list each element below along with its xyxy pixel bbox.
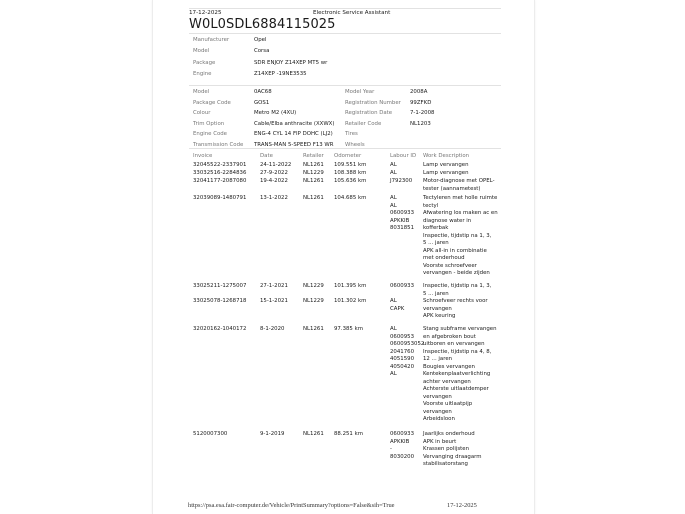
invoice-cell: 33025078-1268718 [193,298,247,304]
field-label: Model [193,89,210,95]
divider [189,33,501,34]
field-label: Model Year [345,89,375,95]
invoice-cell: 33025211-1275007 [193,283,247,289]
odometer-cell: 109.551 km [334,162,367,168]
work-line: Vervanging draagarm [423,453,482,460]
work-line: tester (aannametest) [423,185,481,192]
field-value: Opel [254,37,267,43]
labour-id: AL [390,202,397,209]
work-line: Kentekenplaatverlichting [423,371,491,377]
work-line: Lamp vervangen [423,170,469,176]
work-line: Achterste uitlaatdemper [423,386,489,392]
column-header: Work Description [423,153,470,159]
field-label: Registration Date [345,110,393,116]
field-label: Registration Number [345,99,401,106]
work-line: Inspectie, tijdstip na 1, 3, [423,232,492,239]
divider [189,148,501,149]
field-value: GOS1 [254,99,270,106]
work-line: Motor-diagnose met OPEL- [423,178,495,184]
vin-title: W0L0SDL6884115025 [189,17,336,32]
work-line: APK all-in in combinatie [423,247,487,254]
labour-id: AL [390,371,397,377]
labour-id-cell [390,170,397,178]
labour-id: AL [390,298,397,304]
labour-id-cell [390,326,424,379]
work-line: achter vervangen [423,378,471,385]
work-description-cell [423,170,468,178]
work-line: APK in beurt [423,438,457,445]
labour-id: CAPK [390,305,405,312]
field-label: Colour [193,110,211,116]
column-header: Date [260,153,273,159]
work-line: Lamp vervangen [423,162,469,168]
date-cell: 27-9-2022 [260,170,288,176]
field-value: Metro M2 (4XU) [254,110,297,116]
work-line: met onderhoud [423,255,465,261]
labour-id: 0600933 [390,431,415,437]
work-line: Voorste schroefveer [423,262,477,269]
labour-id-cell [390,298,404,313]
column-header: Invoice [193,153,213,159]
field-value: Corsa [254,48,270,55]
work-line: Inspectie, tijdstip na 1, 3, [423,283,492,289]
work-line: vervangen [423,393,452,400]
footer-date: 17-12-2025 [447,502,477,509]
retailer-cell: NL1261 [303,431,324,437]
work-line: Jaarlijks onderhoud [423,431,475,437]
invoice-cell: 32039089-1480791 [193,195,247,201]
work-description-cell [423,298,488,321]
field-label: Tires [345,131,358,137]
invoice-cell: 5120007300 [193,431,228,437]
field-label: Retailer Code [345,120,382,127]
labour-id: 0600953 [390,333,415,340]
odometer-cell: 108.388 km [334,170,367,176]
divider [189,85,501,86]
retailer-cell: NL1261 [303,195,324,201]
work-line: Inspectie, tijdstip na 4, 8, [423,348,492,355]
labour-id: 4051590 [390,356,415,362]
labour-id: J792300 [390,178,413,184]
field-label: Package [193,59,216,66]
field-value: ENG-4 CYL 14 FIP DOHC (LJ2) [254,131,333,137]
work-line: en afgebroken bout [423,333,476,340]
field-label: Model [193,48,210,55]
column-header: Labour ID [390,153,417,159]
odometer-cell: 101.302 km [334,298,367,304]
labour-id: AL [390,195,397,201]
retailer-cell: NL1229 [303,298,324,304]
labour-id: AL [390,326,397,332]
work-line: Tectyleren met holle ruimte [423,195,498,201]
field-value: 99ZFKD [410,99,432,106]
field-label: Engine [193,70,212,77]
work-line: Bougies vervangen [423,363,475,370]
work-line: Stang subframe vervangen [423,326,497,332]
field-label: Wheels [345,141,365,148]
retailer-cell: NL1229 [303,170,324,176]
print-page [152,0,535,514]
work-line: Afwatering los maken ac en [423,210,498,216]
labour-id: 0600933 [390,210,415,216]
work-line: APK keuring [423,313,456,319]
work-line: stabilisatorstang [423,461,468,467]
labour-id-cell [390,162,397,170]
app-title: Electronic Service Assistant [313,10,391,16]
odometer-cell: 97.385 km [334,326,363,332]
work-line: 12 ... jaren [423,356,453,362]
work-description-cell [423,283,491,298]
labour-id: - [390,446,392,452]
labour-id: APKKIB [390,217,410,224]
odometer-cell: 101.395 km [334,283,367,289]
labour-id-cell [390,195,414,233]
labour-id: 0600953052 [390,341,425,347]
work-line: 5 ... jaren [423,290,449,297]
labour-id: 8030200 [390,453,415,460]
date-cell: 24-11-2022 [260,162,292,168]
field-label: Trim Option [193,120,225,127]
labour-id: 8031851 [390,225,415,231]
work-line: Schroefveer rechts voor [423,298,488,304]
column-header: Retailer [303,153,324,159]
work-line: vervangen [423,408,452,415]
odometer-cell: 105.636 km [334,178,367,184]
retailer-cell: NL1261 [303,326,324,332]
date-cell: 13-1-2022 [260,195,288,201]
work-line: tectyl [423,202,439,209]
work-line: vervangen [423,305,452,312]
invoice-cell: 32045522-2337901 [193,162,247,168]
retailer-cell: NL1261 [303,178,324,184]
field-value: Cable/Elba anthracite (XXWX) [254,120,335,127]
work-line: uitboren en vervangen [423,341,485,347]
column-header: Odometer [334,153,362,159]
work-description-cell [423,162,468,170]
work-line: vervangen - beide zijden [423,270,490,276]
retailer-cell: NL1261 [303,162,324,168]
divider [189,8,501,9]
labour-id: AL [390,162,397,168]
odometer-cell: 104.685 km [334,195,367,201]
footer-url: https://psa.esa.fair-computer.de/Vehicle/PrintSummary?options=False&sih=True [188,502,395,509]
field-label: Package Code [193,99,231,106]
labour-id: 0600933 [390,283,415,289]
work-line: diagnose water in [423,217,472,224]
labour-id: 2041760 [390,348,415,355]
date-cell: 15-1-2021 [260,298,288,304]
work-line: kofferbak [423,225,449,231]
work-description-cell [423,178,495,193]
field-value: NL1203 [410,120,431,127]
field-value: TRANS-MAN 5-SPEED F13 WR [254,141,334,148]
invoice-cell: 33032516-2284836 [193,170,247,176]
invoice-cell: 32020162-1040172 [193,326,247,332]
field-label: Engine Code [193,131,227,137]
work-description-cell [423,326,497,424]
work-description-cell [423,195,498,278]
retailer-cell: NL1229 [303,283,324,289]
work-description-cell [423,431,482,469]
date-cell: 8-1-2020 [260,326,285,332]
invoice-cell: 32041177-2087080 [193,178,247,184]
field-label: Manufacturer [193,37,230,43]
date-cell: 9-1-2019 [260,431,285,437]
labour-id: APKKIB [390,438,410,445]
work-line: 5 ... jaren [423,240,449,246]
work-line: Voorste uitlaatpijp [423,401,473,407]
date-cell: 27-1-2021 [260,283,288,289]
work-line: Arbeidsloon [423,416,455,422]
field-value: 7-1-2008 [410,110,435,116]
field-value: 0AC68 [254,89,272,95]
labour-id-cell [390,178,412,186]
print-date: 17-12-2025 [189,10,222,16]
odometer-cell: 88.251 km [334,431,363,437]
labour-id-cell [390,283,414,291]
field-value: SDR ENJOY Z14XEP MT5 wr [254,59,328,66]
field-value: 2008A [410,89,428,95]
work-line: Krassen polijsten [423,446,469,452]
labour-id-cell [390,431,414,461]
field-label: Transmission Code [193,141,244,148]
labour-id: 4050420 [390,363,415,370]
field-value: Z14XEP -19NE3535 [254,70,307,77]
labour-id: AL [390,170,397,176]
date-cell: 19-4-2022 [260,178,288,184]
